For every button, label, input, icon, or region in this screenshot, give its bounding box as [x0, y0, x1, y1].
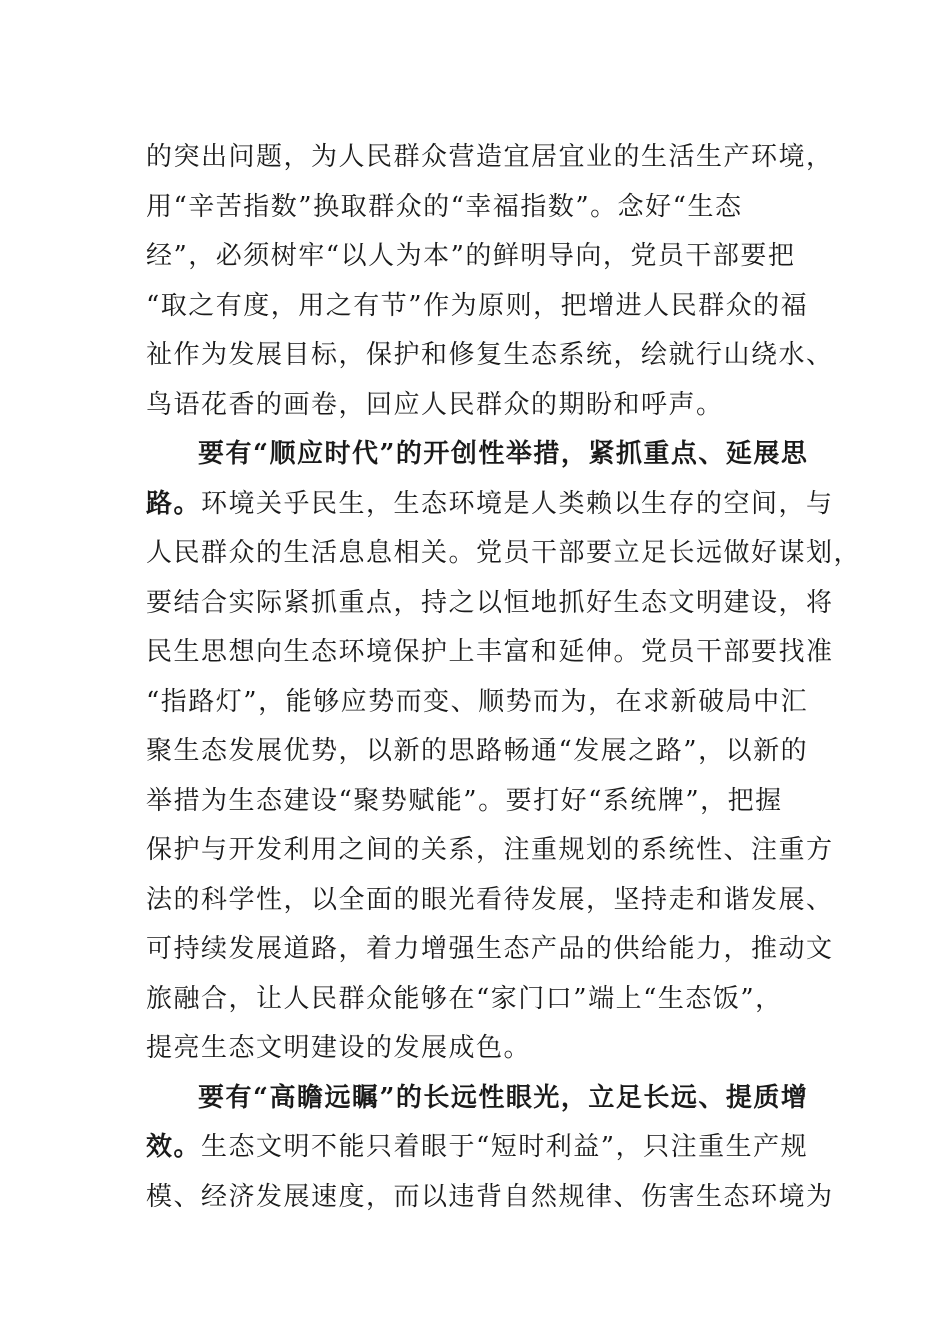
text-line [146, 628, 834, 678]
bold-heading-text: 要有“顺应时代”的开创性举措，紧抓重点、延展思 [198, 439, 809, 469]
text-line [146, 777, 786, 827]
body-text-span: 生态文明不能只着眼于“短时利益”，只注重生产规 [201, 1132, 809, 1162]
text-line [146, 232, 796, 282]
body-text-span: 模、经济发展速度，而以违背自然规律、伤害生态环境为 [146, 1181, 834, 1212]
body-text-span: 环境关乎民生，生态环境是人类赖以生存的空间，与 [201, 488, 834, 519]
text-line [146, 579, 834, 629]
text-line [146, 282, 809, 332]
text-line [146, 480, 834, 530]
bold-heading-text: 要有“高瞻远瞩”的长远性眼光，立足长远、提质增 [198, 1082, 809, 1113]
body-text-span: 用“辛苦指数”换取群众的“幸福指数”。念好“生态 [146, 191, 743, 222]
text-line [146, 430, 809, 480]
text-line [146, 381, 786, 431]
body-text-span: 经”，必须树牢“以人为本”的鲜明导向，党员干部要把 [146, 241, 796, 271]
body-text-span: 人民群众的生活息息相关。党员干部要立足长远做好谋划， [146, 538, 862, 568]
body-text-span: 可持续发展道路，着力增强生态产品的供给能力，推动文 [146, 934, 834, 964]
body-text-span: 提亮生态文明建设的发展成色。 [146, 1033, 532, 1063]
body-text-span: “指路灯”，能够应势而变、顺势而为，在求新破局中汇 [146, 686, 809, 717]
bold-heading-text: 路。 [146, 488, 202, 519]
body-text-span: 民生思想向生态环境保护上丰富和延伸。党员干部要找准 [146, 637, 834, 667]
body-text-span: 鸟语花香的画卷，回应人民群众的期盼和呼声。 [146, 389, 724, 420]
text-line [146, 876, 834, 926]
text-line [146, 727, 809, 777]
text-line [146, 1024, 786, 1074]
body-text-span: 法的科学性，以全面的眼光看待发展，坚持走和谐发展、 [146, 884, 834, 915]
text-line [146, 133, 834, 183]
text-line [146, 331, 834, 381]
document-body [146, 133, 862, 1222]
text-line [146, 826, 834, 876]
body-text-span: 要结合实际紧抓重点，持之以恒地抓好生态文明建设，将 [146, 587, 834, 618]
body-text-span: 的突出问题，为人民群众营造宜居宜业的生活生产环境， [146, 142, 834, 172]
text-line [146, 1173, 834, 1223]
text-line [146, 1123, 809, 1173]
bold-heading-text: 效。 [146, 1132, 202, 1162]
text-line [146, 678, 809, 728]
body-text-span: 旅融合，让人民群众能够在“家门口”端上“生态饭”， [146, 983, 783, 1014]
body-text-span: 举措为生态建设“聚势赋能”。要打好“系统牌”，把握 [146, 785, 783, 816]
text-line [146, 1074, 809, 1124]
text-line [146, 529, 862, 579]
body-text-span: 保护与开发利用之间的关系，注重规划的系统性、注重方 [146, 835, 834, 865]
body-text-span: “取之有度，用之有节”作为原则，把增进人民群众的福 [146, 290, 809, 321]
text-line [146, 183, 786, 233]
text-line [146, 925, 834, 975]
body-text-span: 祉作为发展目标，保护和修复生态系统，绘就行山绕水、 [146, 340, 834, 370]
text-line [146, 975, 786, 1025]
body-text-span: 聚生态发展优势，以新的思路畅通“发展之路”，以新的 [146, 736, 809, 766]
